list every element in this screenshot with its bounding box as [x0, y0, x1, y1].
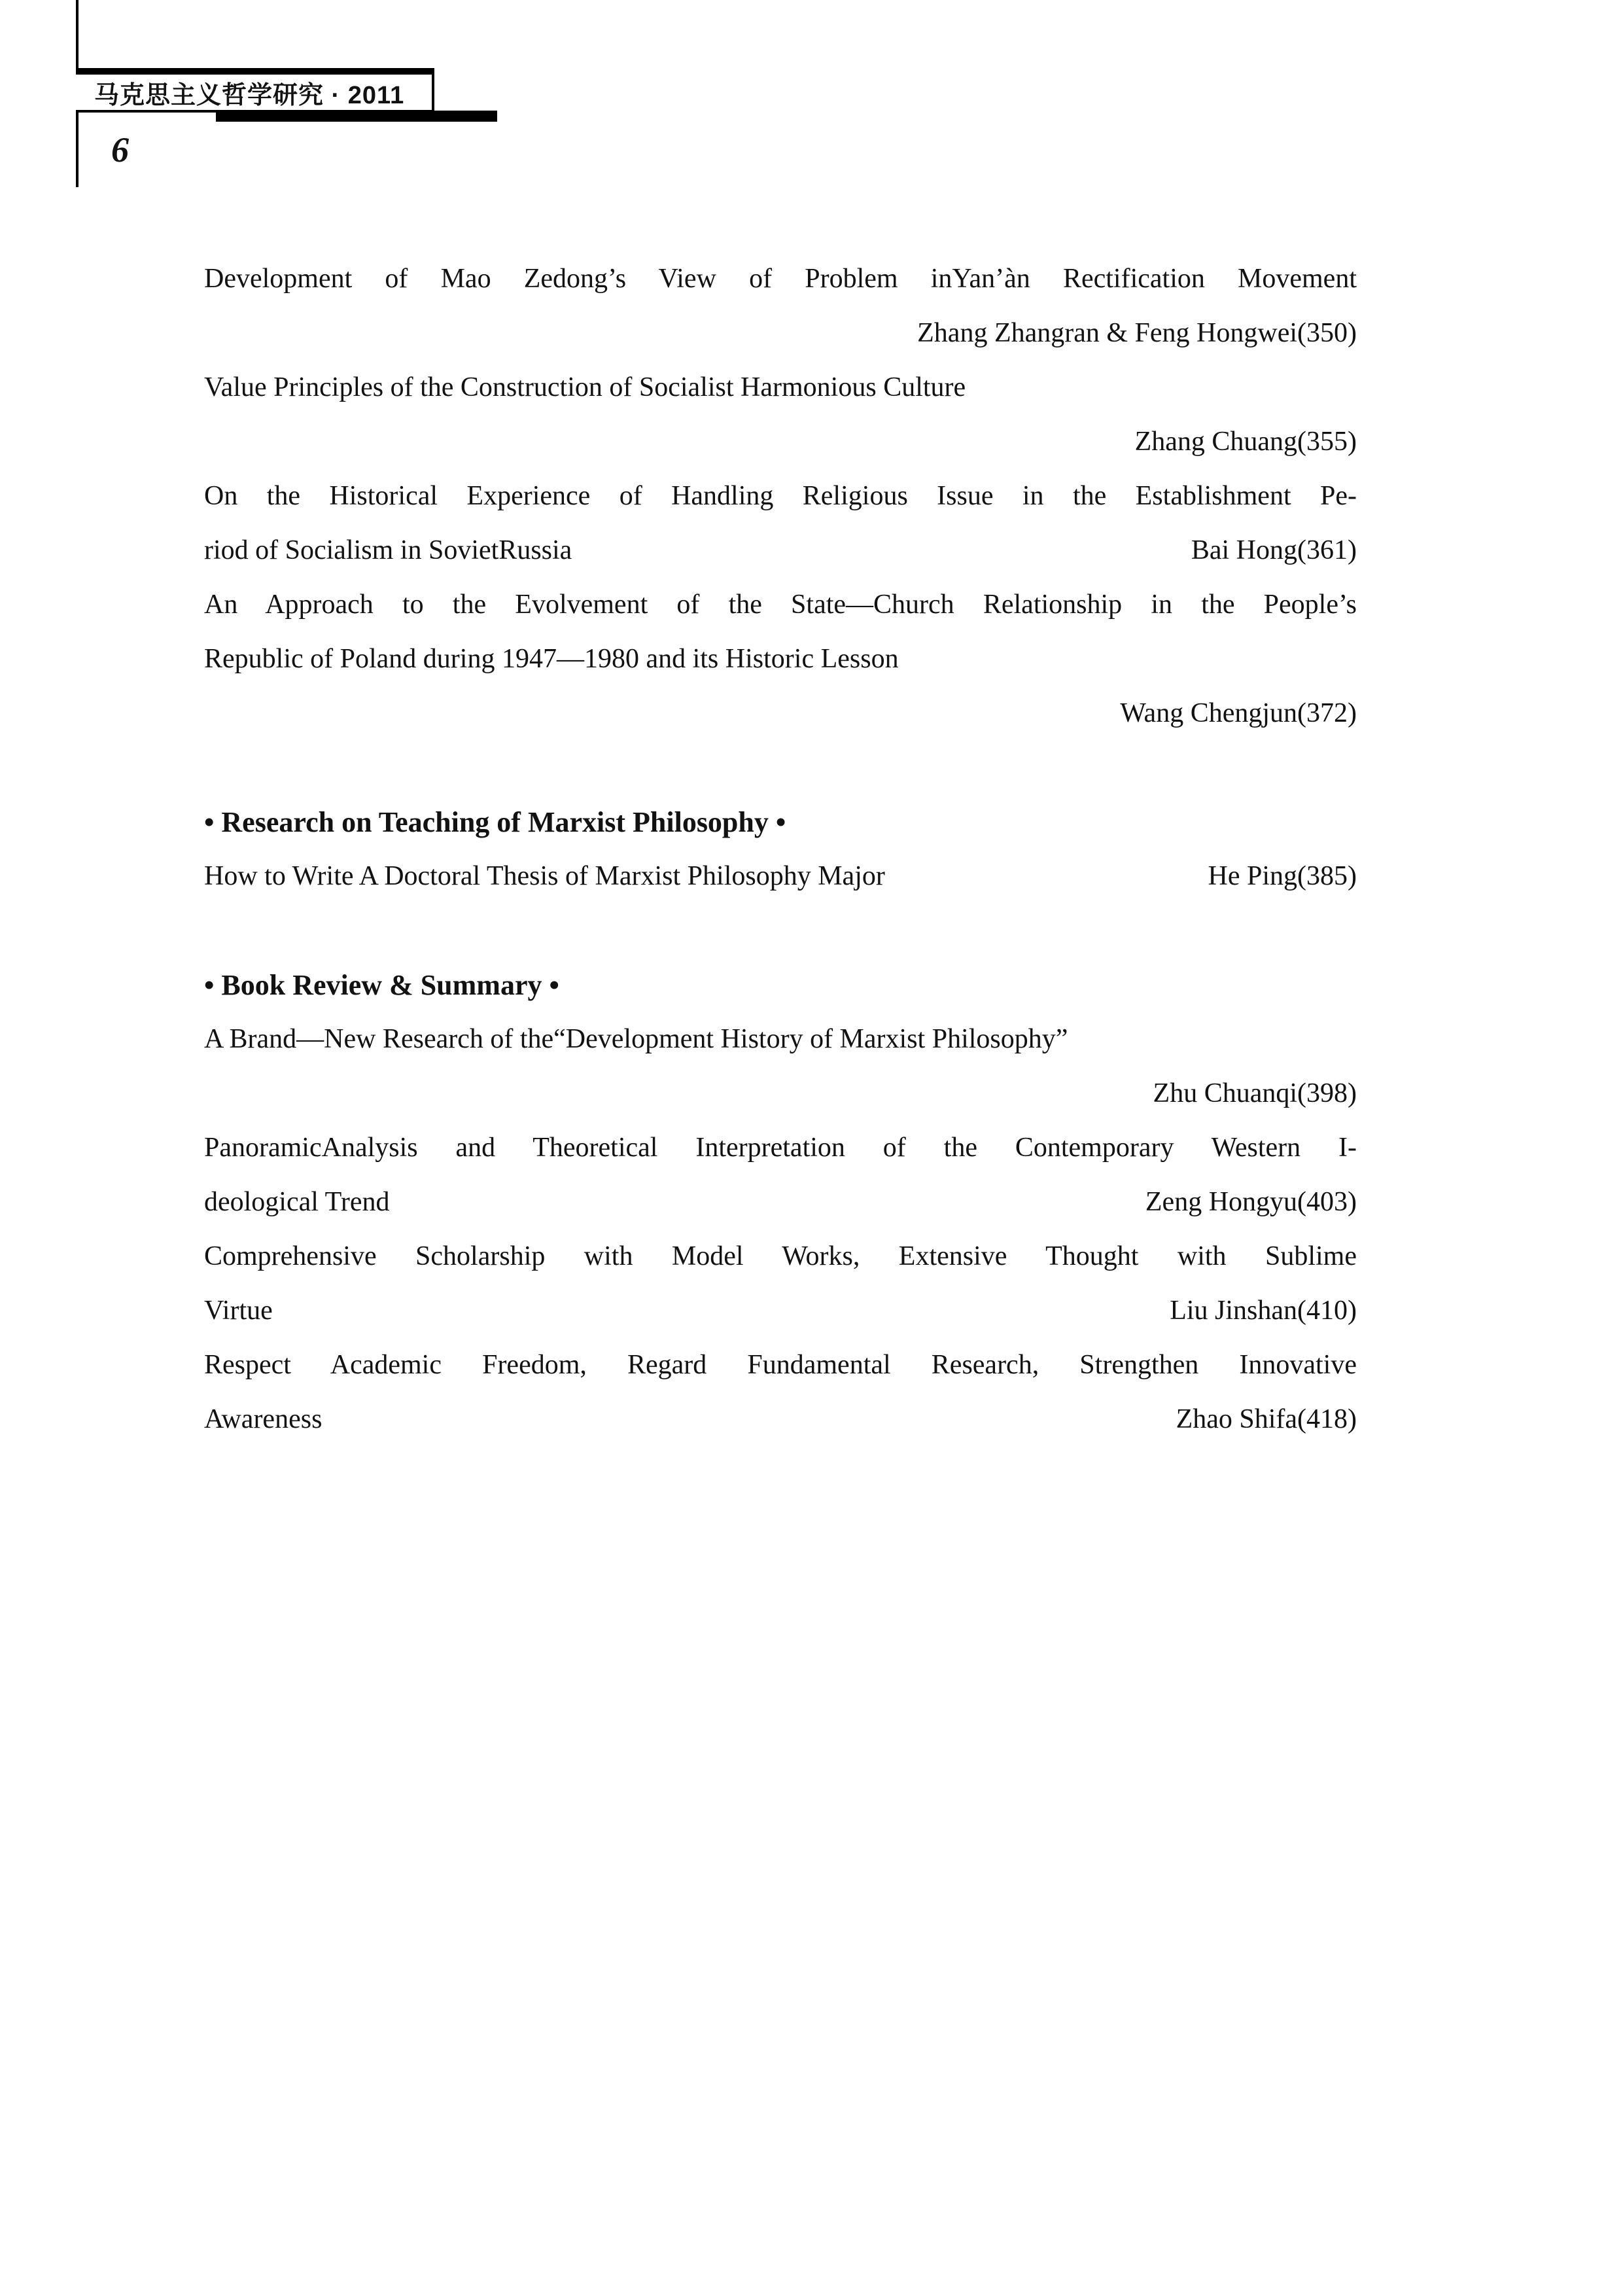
toc-line	[204, 632, 1357, 686]
entry-title-text: Value Principles of the Construction of Socialist Harmonious Culture	[204, 372, 966, 402]
entry-title-text: Respect Academic Freedom, Regard Fundamental Research, Strengthen Innovative	[204, 1350, 1357, 1380]
toc-line	[204, 1121, 1357, 1175]
toc-line	[204, 686, 1357, 741]
section-heading	[204, 795, 1357, 849]
entry-title-text: Virtue	[204, 1296, 273, 1326]
toc-line	[204, 1175, 1357, 1229]
entry-title-text: Republic of Poland during 1947—1980 and its Historic Lesson	[204, 644, 899, 674]
toc-line	[204, 1229, 1357, 1284]
toc-line	[204, 1338, 1357, 1392]
toc-line	[204, 1067, 1357, 1121]
toc-line	[204, 469, 1357, 523]
entry-title-text: Awareness	[204, 1404, 323, 1434]
toc-line	[204, 1284, 1357, 1338]
entry-title-text: On the Historical Experience of Handling Religious Issue in the Establishment Pe-	[204, 481, 1357, 511]
entry-title-text: A Brand—New Research of the“Development History of Marxist Philosophy”	[204, 1024, 1068, 1054]
entry-author-page: Liu Jinshan(410)	[1170, 1296, 1357, 1326]
toc-line	[204, 306, 1357, 361]
page-number: 6	[111, 130, 129, 169]
entry-author-page: Zhu Chuanqi(398)	[1153, 1078, 1357, 1108]
journal-title-box	[76, 68, 434, 113]
entry-title-text: An Approach to the Evolvement of the State—Church Relationship in the People’s	[204, 590, 1357, 620]
entry-author-page: He Ping(385)	[1208, 861, 1357, 891]
journal-title: 马克思主义哲学研究 · 2011	[94, 81, 405, 109]
entry-title-text: Comprehensive Scholarship with Model Works, Extensive Thought with Sublime	[204, 1241, 1357, 1271]
toc-line	[204, 1392, 1357, 1447]
entry-title-text: PanoramicAnalysis and Theoretical Interpretation of the Contemporary Western I-	[204, 1133, 1357, 1163]
toc-line	[204, 523, 1357, 578]
entry-author-page: Bai Hong(361)	[1191, 535, 1357, 565]
section-heading-label: • Research on Teaching of Marxist Philosophy •	[204, 806, 786, 838]
toc-line	[204, 252, 1357, 306]
entry-title-text: deological Trend	[204, 1187, 390, 1217]
entry-title-text: Development of Mao Zedong’s View of Problem inYan’àn Rectification Movement	[204, 264, 1357, 294]
entry-author-page: Zhang Zhangran & Feng Hongwei(350)	[917, 318, 1357, 348]
header-underline-bar	[216, 111, 497, 122]
entry-author-page: Zhao Shifa(418)	[1176, 1404, 1357, 1434]
entry-author-page: Wang Chengjun(372)	[1120, 698, 1357, 728]
entry-title-text: How to Write A Doctoral Thesis of Marxist Philosophy Major	[204, 861, 885, 891]
entry-author-page: Zeng Hongyu(403)	[1145, 1187, 1357, 1217]
entry-author-page: Zhang Chuang(355)	[1134, 427, 1357, 457]
toc-line	[204, 849, 1357, 904]
section-heading	[204, 958, 1357, 1012]
toc-line	[204, 361, 1357, 415]
toc-line	[204, 415, 1357, 469]
toc-line	[204, 578, 1357, 632]
entry-title-text: riod of Socialism in SovietRussia	[204, 535, 572, 565]
section-heading-label: • Book Review & Summary •	[204, 969, 559, 1001]
toc-list	[204, 252, 1357, 1447]
toc-line	[204, 1012, 1357, 1067]
